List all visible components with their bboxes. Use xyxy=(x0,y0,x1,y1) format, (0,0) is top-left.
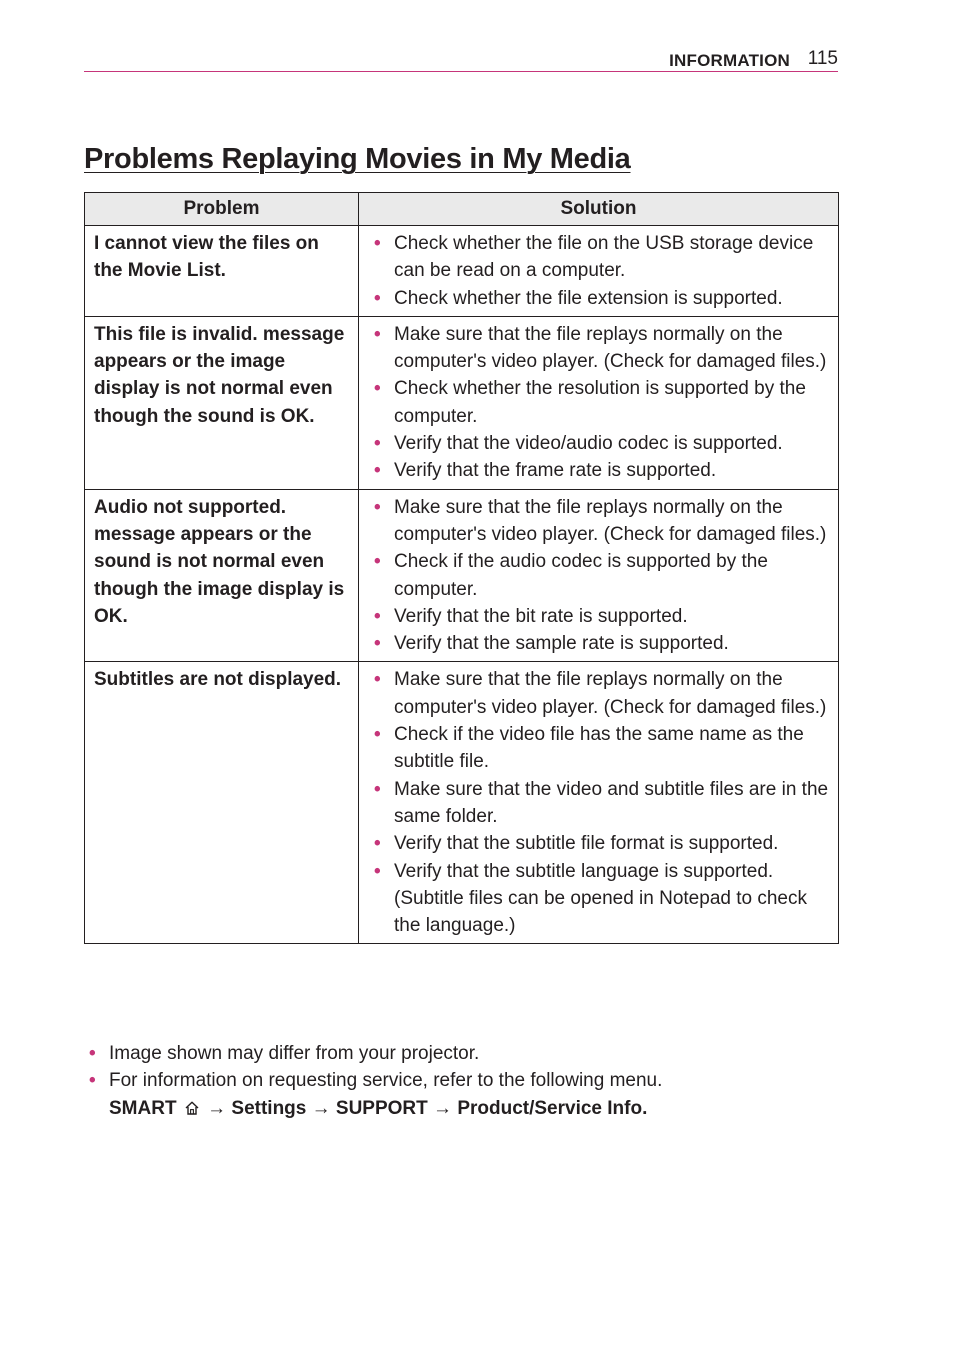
solution-list xyxy=(373,321,830,485)
solution-list xyxy=(373,230,830,312)
menu-path-rest: → Settings → SUPPORT → Product/Service Info. xyxy=(207,1097,648,1119)
problem-cell: Audio not supported. message appears or the sound is not normal even though the image display is OK. xyxy=(85,489,359,662)
column-header-solution: Solution xyxy=(359,193,839,226)
solution-item: • Verify that the frame rate is supported. xyxy=(373,457,830,484)
solution-item: • Check whether the file extension is supported. xyxy=(373,285,830,312)
solution-item: • Check whether the file on the USB storage device can be read on a computer. xyxy=(373,230,830,285)
notes-list xyxy=(88,1040,838,1124)
solution-cell xyxy=(359,316,839,489)
solution-item: • Check whether the resolution is supported by the computer. xyxy=(373,375,830,430)
solution-item: • Verify that the video/audio codec is supported. xyxy=(373,430,830,457)
solution-item: • Make sure that the file replays normally on the computer's video player. (Check for damaged files.) xyxy=(373,494,830,549)
table-row xyxy=(85,489,839,662)
problem-cell: Subtitles are not displayed. xyxy=(85,662,359,944)
page-title: Problems Replaying Movies in My Media xyxy=(84,143,631,175)
solution-cell xyxy=(359,662,839,944)
solution-item: • Make sure that the file replays normally on the computer's video player. (Check for damaged files.) xyxy=(373,666,830,721)
table-header-row xyxy=(85,193,839,226)
page-header xyxy=(84,46,838,72)
note-item xyxy=(88,1067,838,1124)
troubleshooting-table xyxy=(84,192,839,944)
solution-list xyxy=(373,666,830,939)
solution-item: • Verify that the subtitle language is supported. (Subtitle files can be opened in Notepad to check the language.) xyxy=(373,858,830,940)
solution-item: • Verify that the subtitle file format is supported. xyxy=(373,830,830,857)
solution-item: • Verify that the bit rate is supported. xyxy=(373,603,830,630)
note-item xyxy=(88,1040,838,1067)
solution-cell xyxy=(359,226,839,317)
solution-item: • Check if the video file has the same name as the subtitle file. xyxy=(373,721,830,776)
solution-list xyxy=(373,494,830,658)
table-row xyxy=(85,316,839,489)
menu-path xyxy=(109,1095,838,1124)
home-icon xyxy=(184,1097,200,1124)
solution-item: • Make sure that the file replays normally on the computer's video player. (Check for damaged files.) xyxy=(373,321,830,376)
solution-item: • Make sure that the video and subtitle files are in the same folder. xyxy=(373,776,830,831)
note-text: For information on requesting service, refer to the following menu. xyxy=(109,1070,663,1092)
solution-cell xyxy=(359,489,839,662)
header-section-title: INFORMATION xyxy=(669,51,790,70)
problem-cell: This file is invalid. message appears or the image display is not normal even though the sound is OK. xyxy=(85,316,359,489)
solution-item: • Check if the audio codec is supported by the computer. xyxy=(373,548,830,603)
page-number: 115 xyxy=(807,48,838,69)
table-row xyxy=(85,226,839,317)
menu-path-start: SMART xyxy=(109,1097,177,1119)
solution-item: • Verify that the sample rate is supported. xyxy=(373,630,830,657)
column-header-problem: Problem xyxy=(85,193,359,226)
note-text: Image shown may differ from your projector. xyxy=(109,1043,480,1064)
table-row xyxy=(85,662,839,944)
problem-cell: I cannot view the files on the Movie List. xyxy=(85,226,359,317)
